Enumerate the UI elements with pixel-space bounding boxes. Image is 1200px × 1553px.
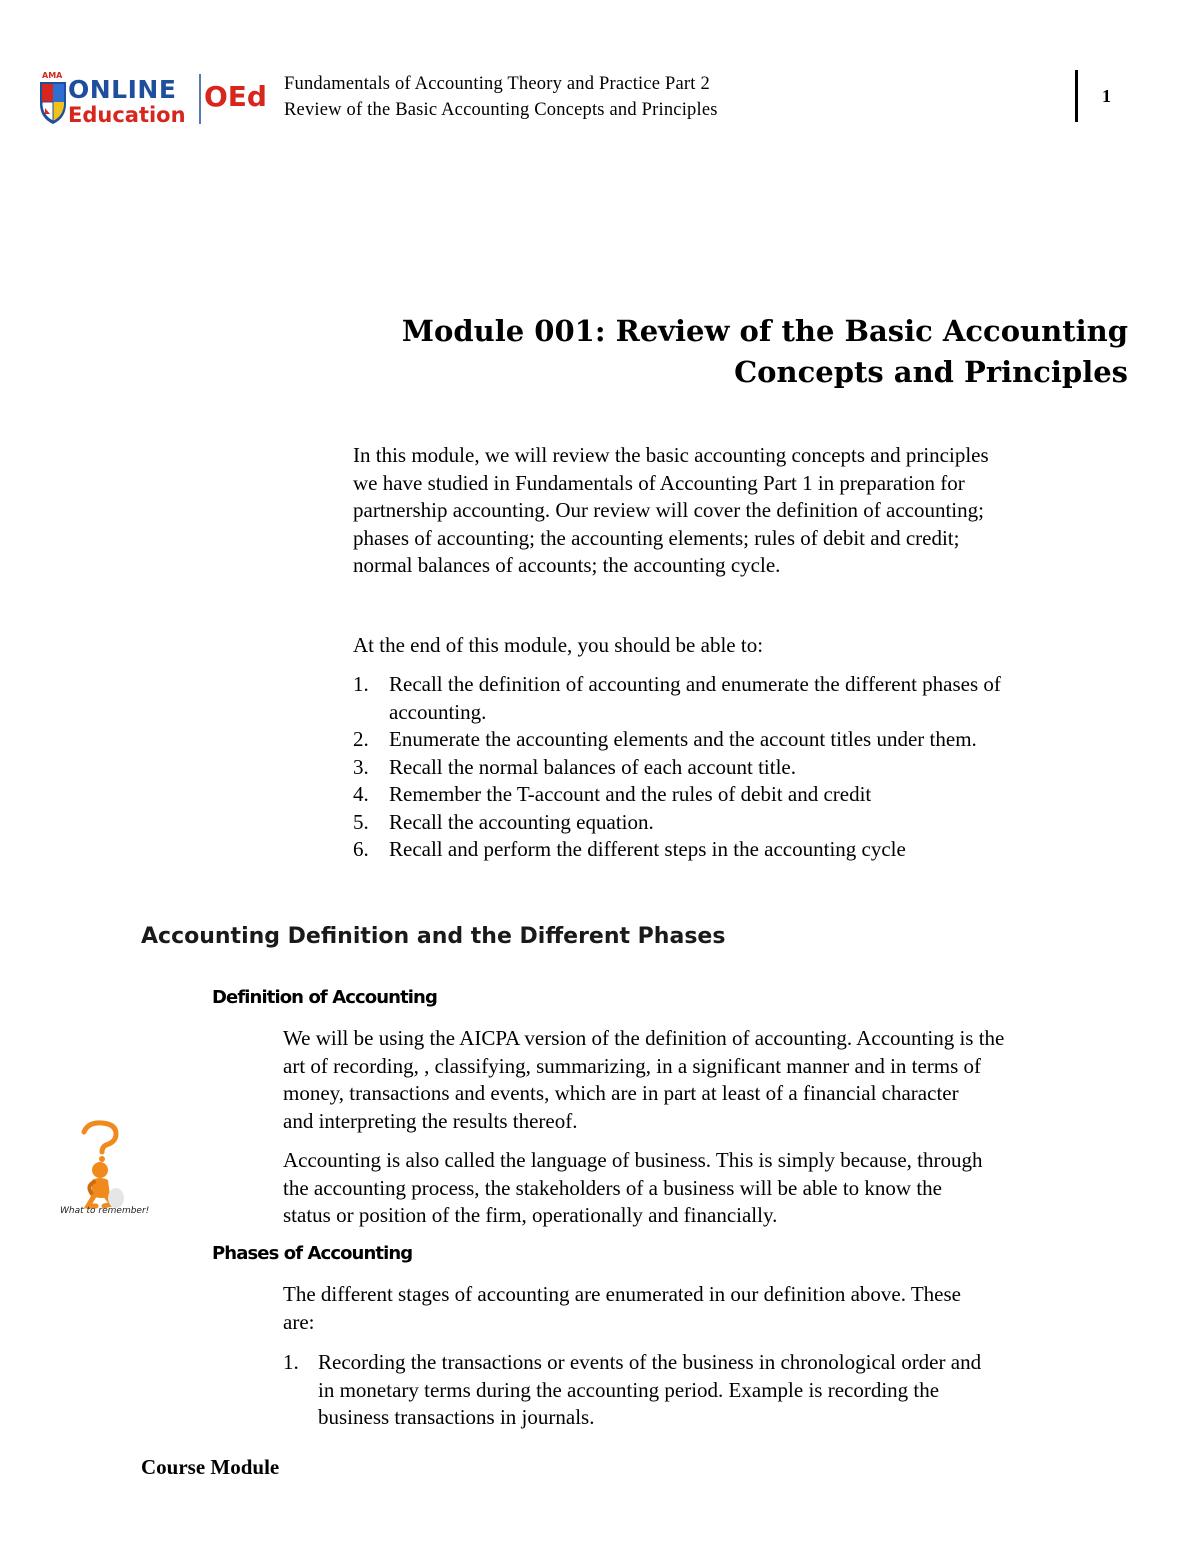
paragraph-line: status or position of the firm, operationally and financially. <box>283 1203 778 1227</box>
list-item-text: in monetary terms during the accounting period. Example is recording the <box>318 1377 940 1402</box>
list-item <box>283 1349 1133 1432</box>
list-item-text: Recall and perform the different steps in the accounting cycle <box>389 837 906 861</box>
list-item-text: accounting. <box>389 699 487 724</box>
page-number: 1 <box>1102 86 1111 106</box>
paragraph-line: and interpreting the results thereof. <box>283 1108 578 1133</box>
list-item-text: Recall the definition of accounting and enumerate the different phases of <box>389 672 1001 696</box>
paragraph-line: money, transactions and events, which are in part at least of a financial character <box>283 1081 959 1105</box>
list-number: 1. <box>283 1350 299 1374</box>
page-title-line-1: Module 001: Review of the Basic Accounting <box>401 314 1128 348</box>
list-item-text: Remember the T-account and the rules of debit and credit <box>389 782 872 806</box>
list-item-text: Recall the normal balances of each account title. <box>389 754 796 779</box>
intro-line: phases of accounting; the accounting elements; rules of debit and credit; <box>353 525 960 550</box>
logo-small-text: AMA <box>42 71 63 80</box>
list-number: 3. <box>353 754 369 779</box>
header-course-title: Fundamentals of Accounting Theory and Practice Part 2 <box>284 74 710 94</box>
definition-paragraph-1 <box>283 1025 1133 1135</box>
crest-icon <box>40 82 66 124</box>
paragraph-line: Accounting is also called the language of business. This is simply because, through <box>283 1148 983 1172</box>
objectives-lead: At the end of this module, you should be able to: <box>353 633 764 657</box>
list-number: 5. <box>353 809 369 834</box>
list-item <box>353 781 1143 809</box>
logo-education-text: Education <box>68 103 186 127</box>
header-divider <box>1075 70 1078 122</box>
intro-line: In this module, we will review the basic accounting concepts and principles <box>353 443 989 467</box>
paragraph-line: the accounting process, the stakeholders of a business will be able to know the <box>283 1175 942 1200</box>
oed-logo-graphic <box>36 68 272 128</box>
intro-paragraph <box>353 442 1133 580</box>
paragraph-line: The different stages of accounting are enumerated in our definition above. These <box>283 1282 961 1306</box>
objectives-list <box>353 671 1143 864</box>
list-number: 6. <box>353 837 369 861</box>
list-number: 2. <box>353 727 369 751</box>
page-title-line-2: Concepts and Principles <box>734 355 1128 389</box>
logo-oed-text: OEd <box>204 80 267 113</box>
definition-heading: Definition of Accounting <box>212 987 437 1008</box>
list-item-text: Recording the transactions or events of the business in chronological order and <box>318 1350 982 1374</box>
logo-online-text: ONLINE <box>68 75 177 104</box>
list-item-text: business transactions in journals. <box>318 1405 595 1429</box>
list-item <box>353 836 1143 864</box>
list-item-text: Recall the accounting equation. <box>389 809 654 834</box>
list-item-text: Enumerate the accounting elements and the account titles under them. <box>389 727 977 751</box>
section-heading: Accounting Definition and the Different Phases <box>141 924 726 949</box>
intro-line: partnership accounting. Our review will cover the definition of accounting; <box>353 498 984 522</box>
list-item <box>353 671 1143 726</box>
intro-line: normal balances of accounts; the accounting cycle. <box>353 553 781 577</box>
footer-label: Course Module <box>141 1455 280 1479</box>
paragraph-line: We will be using the AICPA version of the definition of accounting. Accounting is the <box>283 1026 1005 1050</box>
list-number: 4. <box>353 782 369 806</box>
phases-heading: Phases of Accounting <box>212 1243 413 1264</box>
header-module-subtitle: Review of the Basic Accounting Concepts and Principles <box>284 100 718 120</box>
intro-line: we have studied in Fundamentals of Accounting Part 1 in preparation for <box>353 470 965 495</box>
definition-paragraph-2 <box>283 1147 1133 1230</box>
list-item <box>353 809 1143 837</box>
list-number: 1. <box>353 672 369 696</box>
phases-intro <box>283 1281 1133 1336</box>
paragraph-line: are: <box>283 1309 315 1334</box>
paragraph-line: art of recording, , classifying, summarizing, in a significant manner and in terms of <box>283 1053 982 1078</box>
phases-list <box>283 1349 1133 1432</box>
list-item <box>353 754 1143 782</box>
figure-caption: What to remember! <box>60 1206 150 1216</box>
list-item <box>353 726 1143 754</box>
oed-logo <box>36 68 272 128</box>
